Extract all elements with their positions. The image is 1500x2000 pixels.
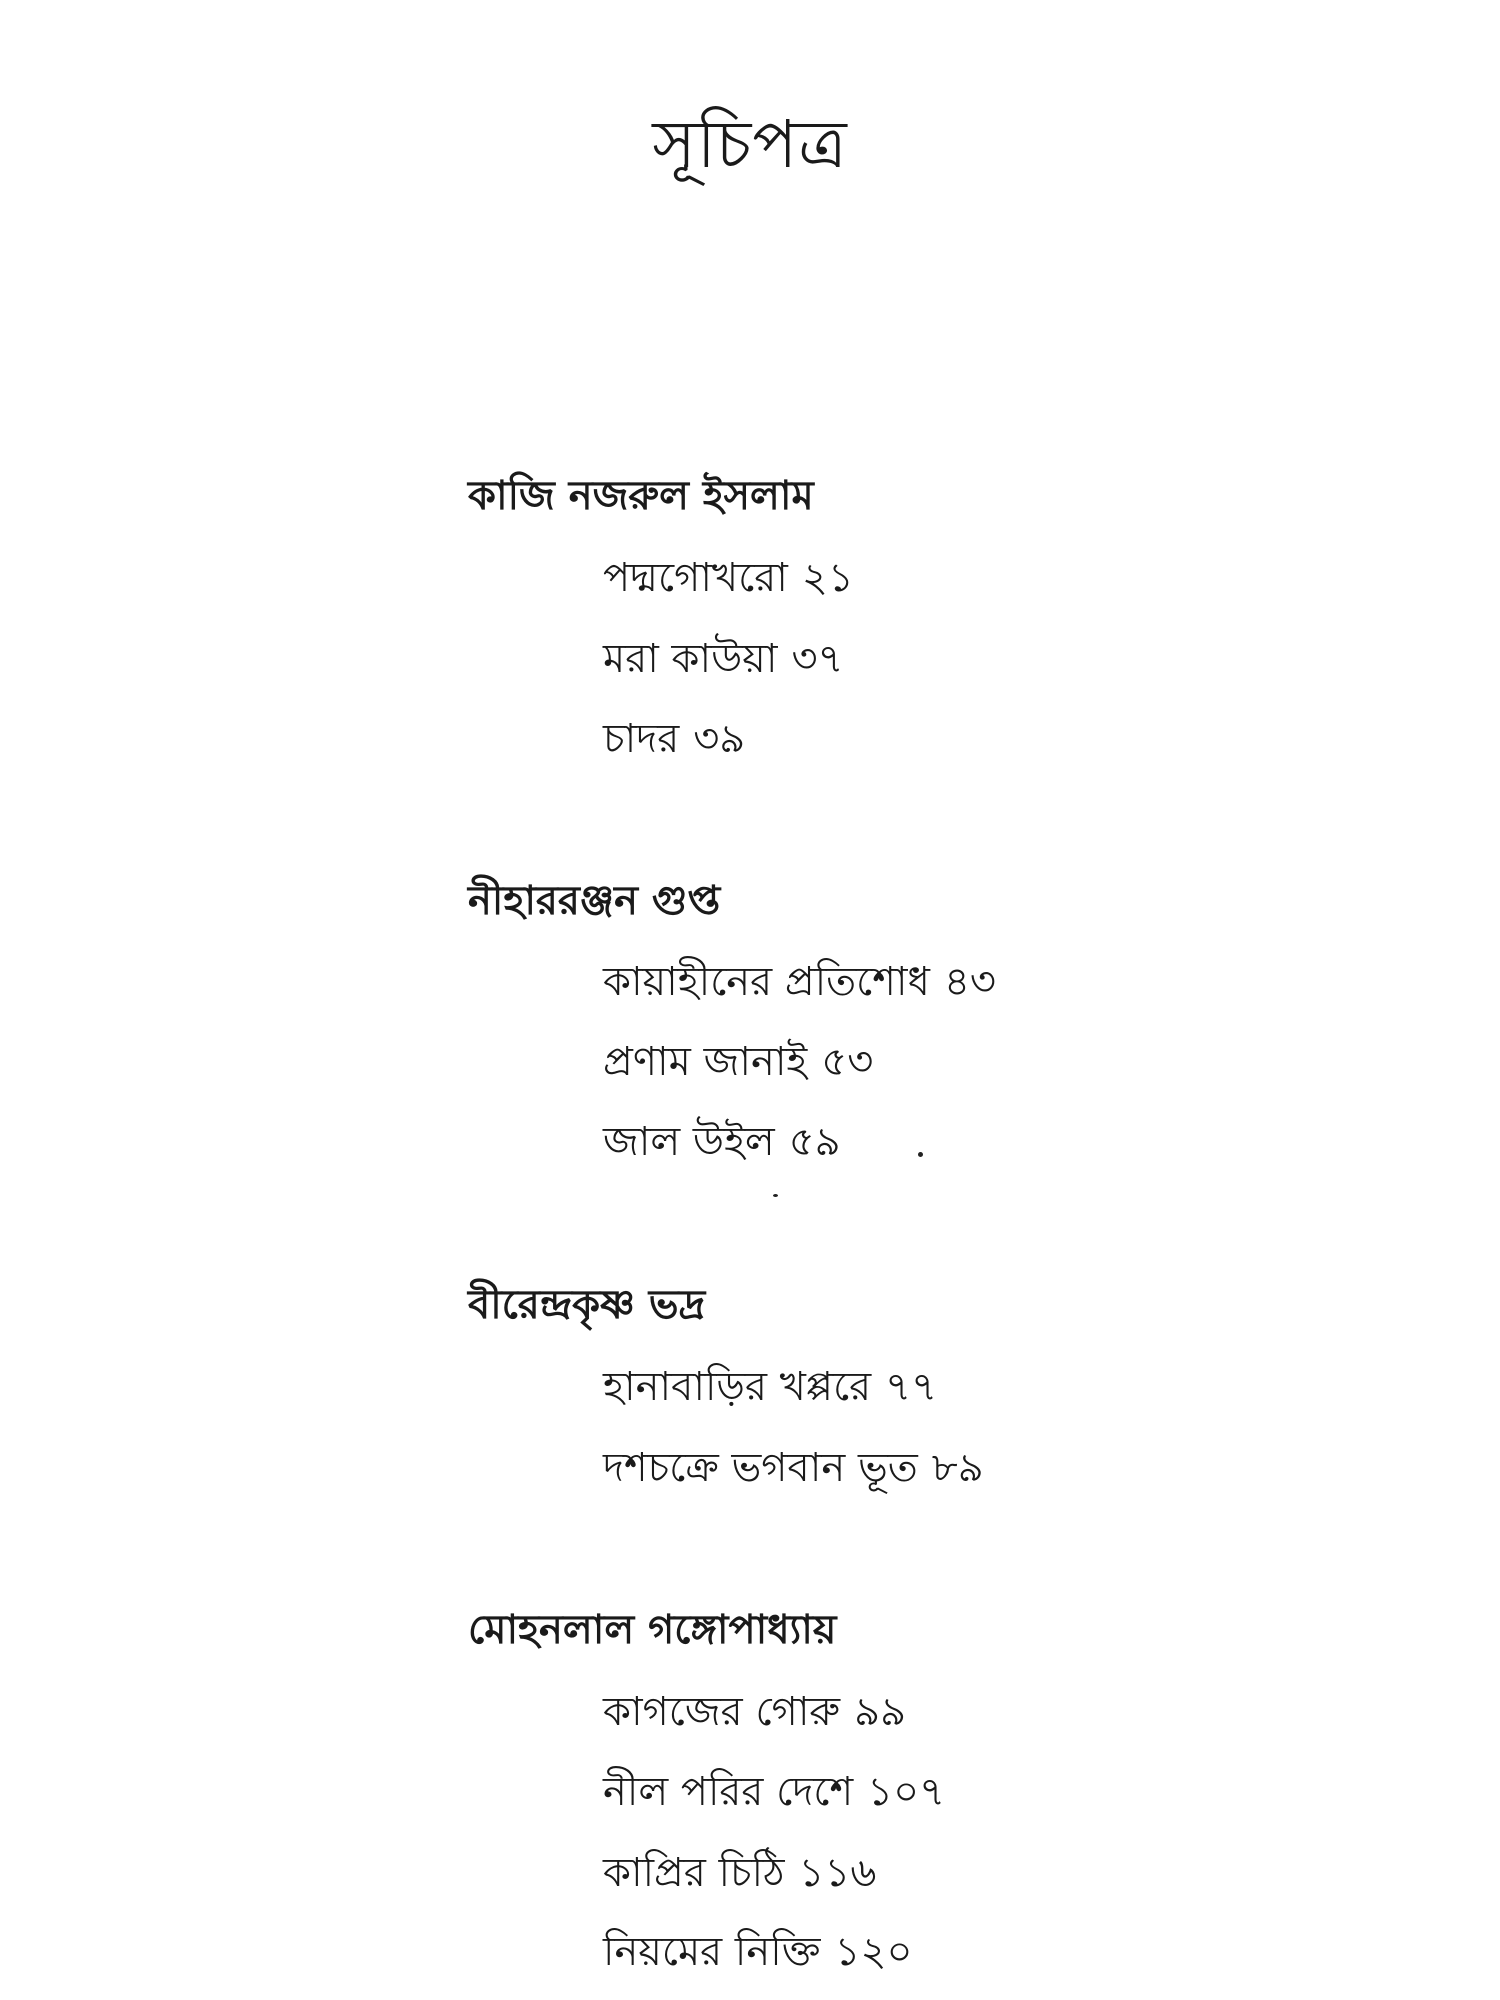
page-number: ৫৯	[788, 1119, 841, 1165]
contents-entry	[603, 1770, 945, 1814]
story-title: কাপ্রির চিঠি	[603, 1850, 785, 1896]
story-title: পদ্মগোখরো	[603, 555, 788, 601]
story-title: কাগজের গোরু	[603, 1689, 841, 1735]
page-number: ৮৯	[931, 1445, 984, 1491]
story-title: প্রণাম জানাই	[603, 1039, 808, 1085]
contents-entry	[603, 1851, 876, 1895]
story-title: চাদর	[603, 716, 680, 762]
page-number: ২১	[801, 555, 854, 601]
contents-entry	[603, 717, 745, 761]
page-number: ৩৯	[693, 716, 746, 762]
story-title: দশচক্রে ভগবান ভূত	[603, 1445, 918, 1491]
page-number: ৭৭	[885, 1364, 938, 1410]
author-heading: বীরেন্দ্রকৃষ্ণ ভদ্র	[468, 1282, 706, 1328]
story-title: কায়াহীনের প্রতিশোধ	[603, 959, 930, 1005]
author-heading: নীহাররঞ্জন গুপ্ত	[468, 878, 721, 924]
page-number: ১২০	[834, 1929, 913, 1975]
contents-entry	[603, 1446, 984, 1490]
contents-entry	[603, 1690, 906, 1734]
story-title: হানাবাড়ির খপ্পরে	[603, 1364, 872, 1410]
story-title: নীল পরির দেশে	[603, 1769, 854, 1815]
story-title: মরা কাউয়া	[603, 636, 778, 682]
author-heading: কাজি নজরুল ইসলাম	[468, 473, 814, 519]
page-number: ১০৭	[867, 1769, 946, 1815]
print-speck	[918, 1152, 923, 1157]
contents-entry	[603, 1120, 841, 1164]
contents-entry	[603, 960, 996, 1004]
page-number: ৫৩	[821, 1039, 874, 1085]
page-number: ৩৭	[791, 636, 844, 682]
story-title: নিয়মের নিক্তি	[603, 1929, 821, 1975]
contents-entry	[603, 637, 843, 681]
contents-entry	[603, 1930, 913, 1974]
page-number: ১১৬	[798, 1850, 877, 1896]
contents-entry	[603, 556, 854, 600]
story-title: জাল উইল	[603, 1119, 775, 1165]
contents-entry	[603, 1365, 937, 1409]
contents-entry	[603, 1040, 873, 1084]
page-number: ৯৯	[854, 1689, 907, 1735]
page-number: ৪৩	[943, 959, 996, 1005]
page-title: সূচিপত্র	[652, 106, 848, 183]
print-speck	[773, 1194, 778, 1197]
author-heading: মোহনলাল গঙ্গোপাধ্যায়	[468, 1607, 837, 1653]
